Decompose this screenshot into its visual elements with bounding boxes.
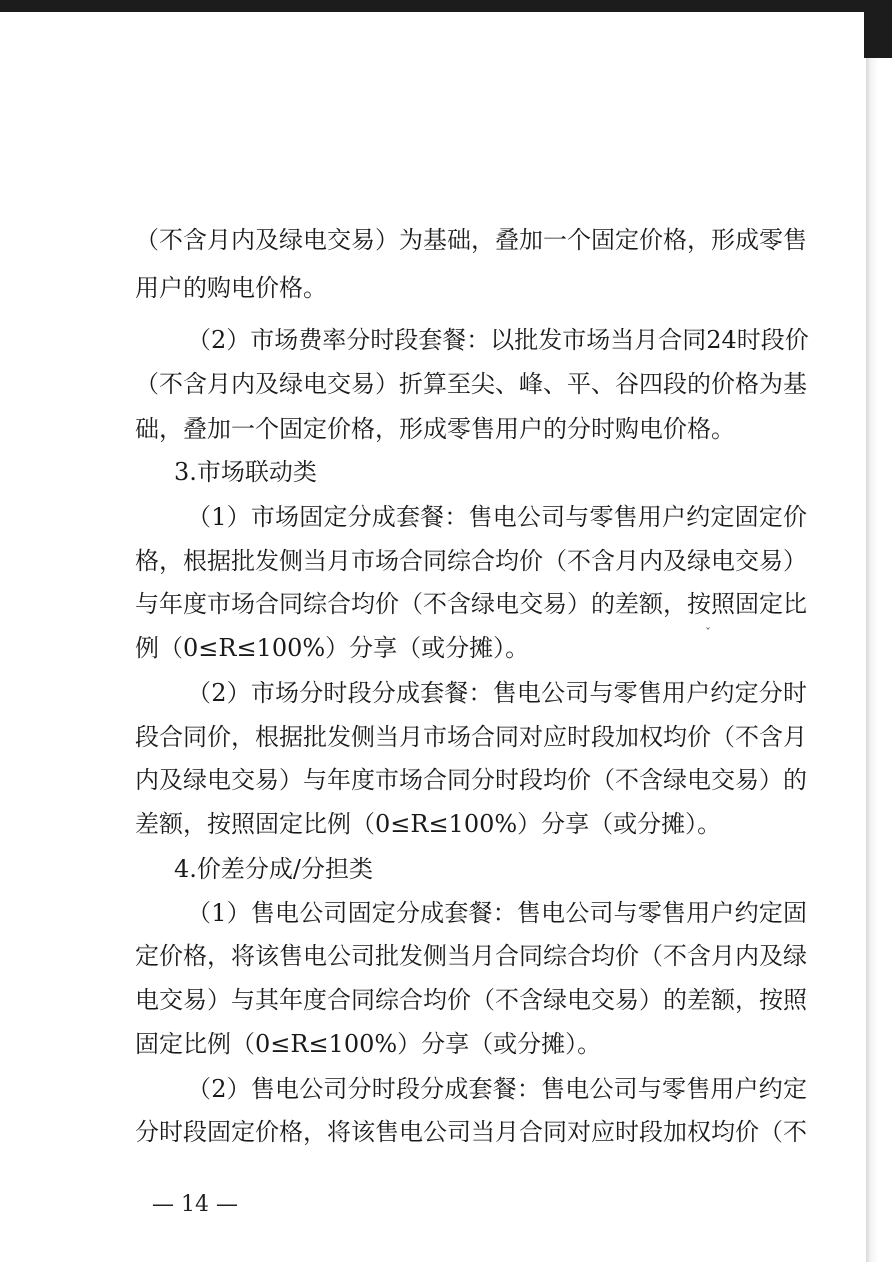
text-line: 电交易）与其年度合同综合均价（不含绿电交易）的差额，按照 (135, 986, 807, 1014)
text-line: （不含月内及绿电交易）为基础，叠加一个固定价格，形成零售 (135, 226, 807, 254)
paragraph-line: （1）市场固定分成套餐：售电公司与零售用户约定固定价 (187, 503, 807, 531)
text-line: 分时段固定价格，将该售电公司当月合同对应时段加权均价（不 (135, 1118, 807, 1146)
paragraph-line: （2）市场费率分时段套餐：以批发市场当月合同24时段价 (187, 326, 809, 354)
text-line: （不含月内及绿电交易）折算至尖、峰、平、谷四段的价格为基 (135, 370, 807, 398)
text-line: 格，根据批发侧当月市场合同综合均价（不含月内及绿电交易） (135, 547, 807, 575)
page-number: — 14 — (152, 1192, 238, 1217)
scan-right-edge (866, 0, 892, 1262)
paragraph-line: （1）售电公司固定分成套餐：售电公司与零售用户约定固 (187, 899, 807, 927)
scan-corner-shadow (864, 0, 892, 58)
text-line: 础，叠加一个固定价格，形成零售用户的分时购电价格。 (135, 415, 735, 443)
text-line: 段合同价，根据批发侧当月市场合同对应时段加权均价（不含月 (135, 723, 807, 751)
scan-mark: ˇ (705, 626, 711, 640)
section-heading: 4.价差分成/分担类 (174, 855, 373, 883)
paragraph-line: （2）市场分时段分成套餐：售电公司与零售用户约定分时 (187, 679, 807, 707)
section-heading: 3.市场联动类 (174, 458, 317, 486)
text-line: 与年度市场合同综合均价（不含绿电交易）的差额，按照固定比 (135, 590, 807, 618)
paragraph-line: （2）售电公司分时段分成套餐：售电公司与零售用户约定 (187, 1075, 807, 1103)
text-line: 用户的购电价格。 (135, 274, 327, 302)
text-line: 定价格，将该售电公司批发侧当月合同综合均价（不含月内及绿 (135, 942, 807, 970)
text-line: 差额，按照固定比例（0≤R≤100%）分享（或分摊）。 (135, 810, 722, 838)
text-line: 内及绿电交易）与年度市场合同分时段均价（不含绿电交易）的 (135, 766, 807, 794)
text-line: 固定比例（0≤R≤100%）分享（或分摊）。 (135, 1030, 602, 1058)
scan-top-border (0, 0, 892, 12)
text-line: 例（0≤R≤100%）分享（或分摊）。 (135, 634, 530, 662)
